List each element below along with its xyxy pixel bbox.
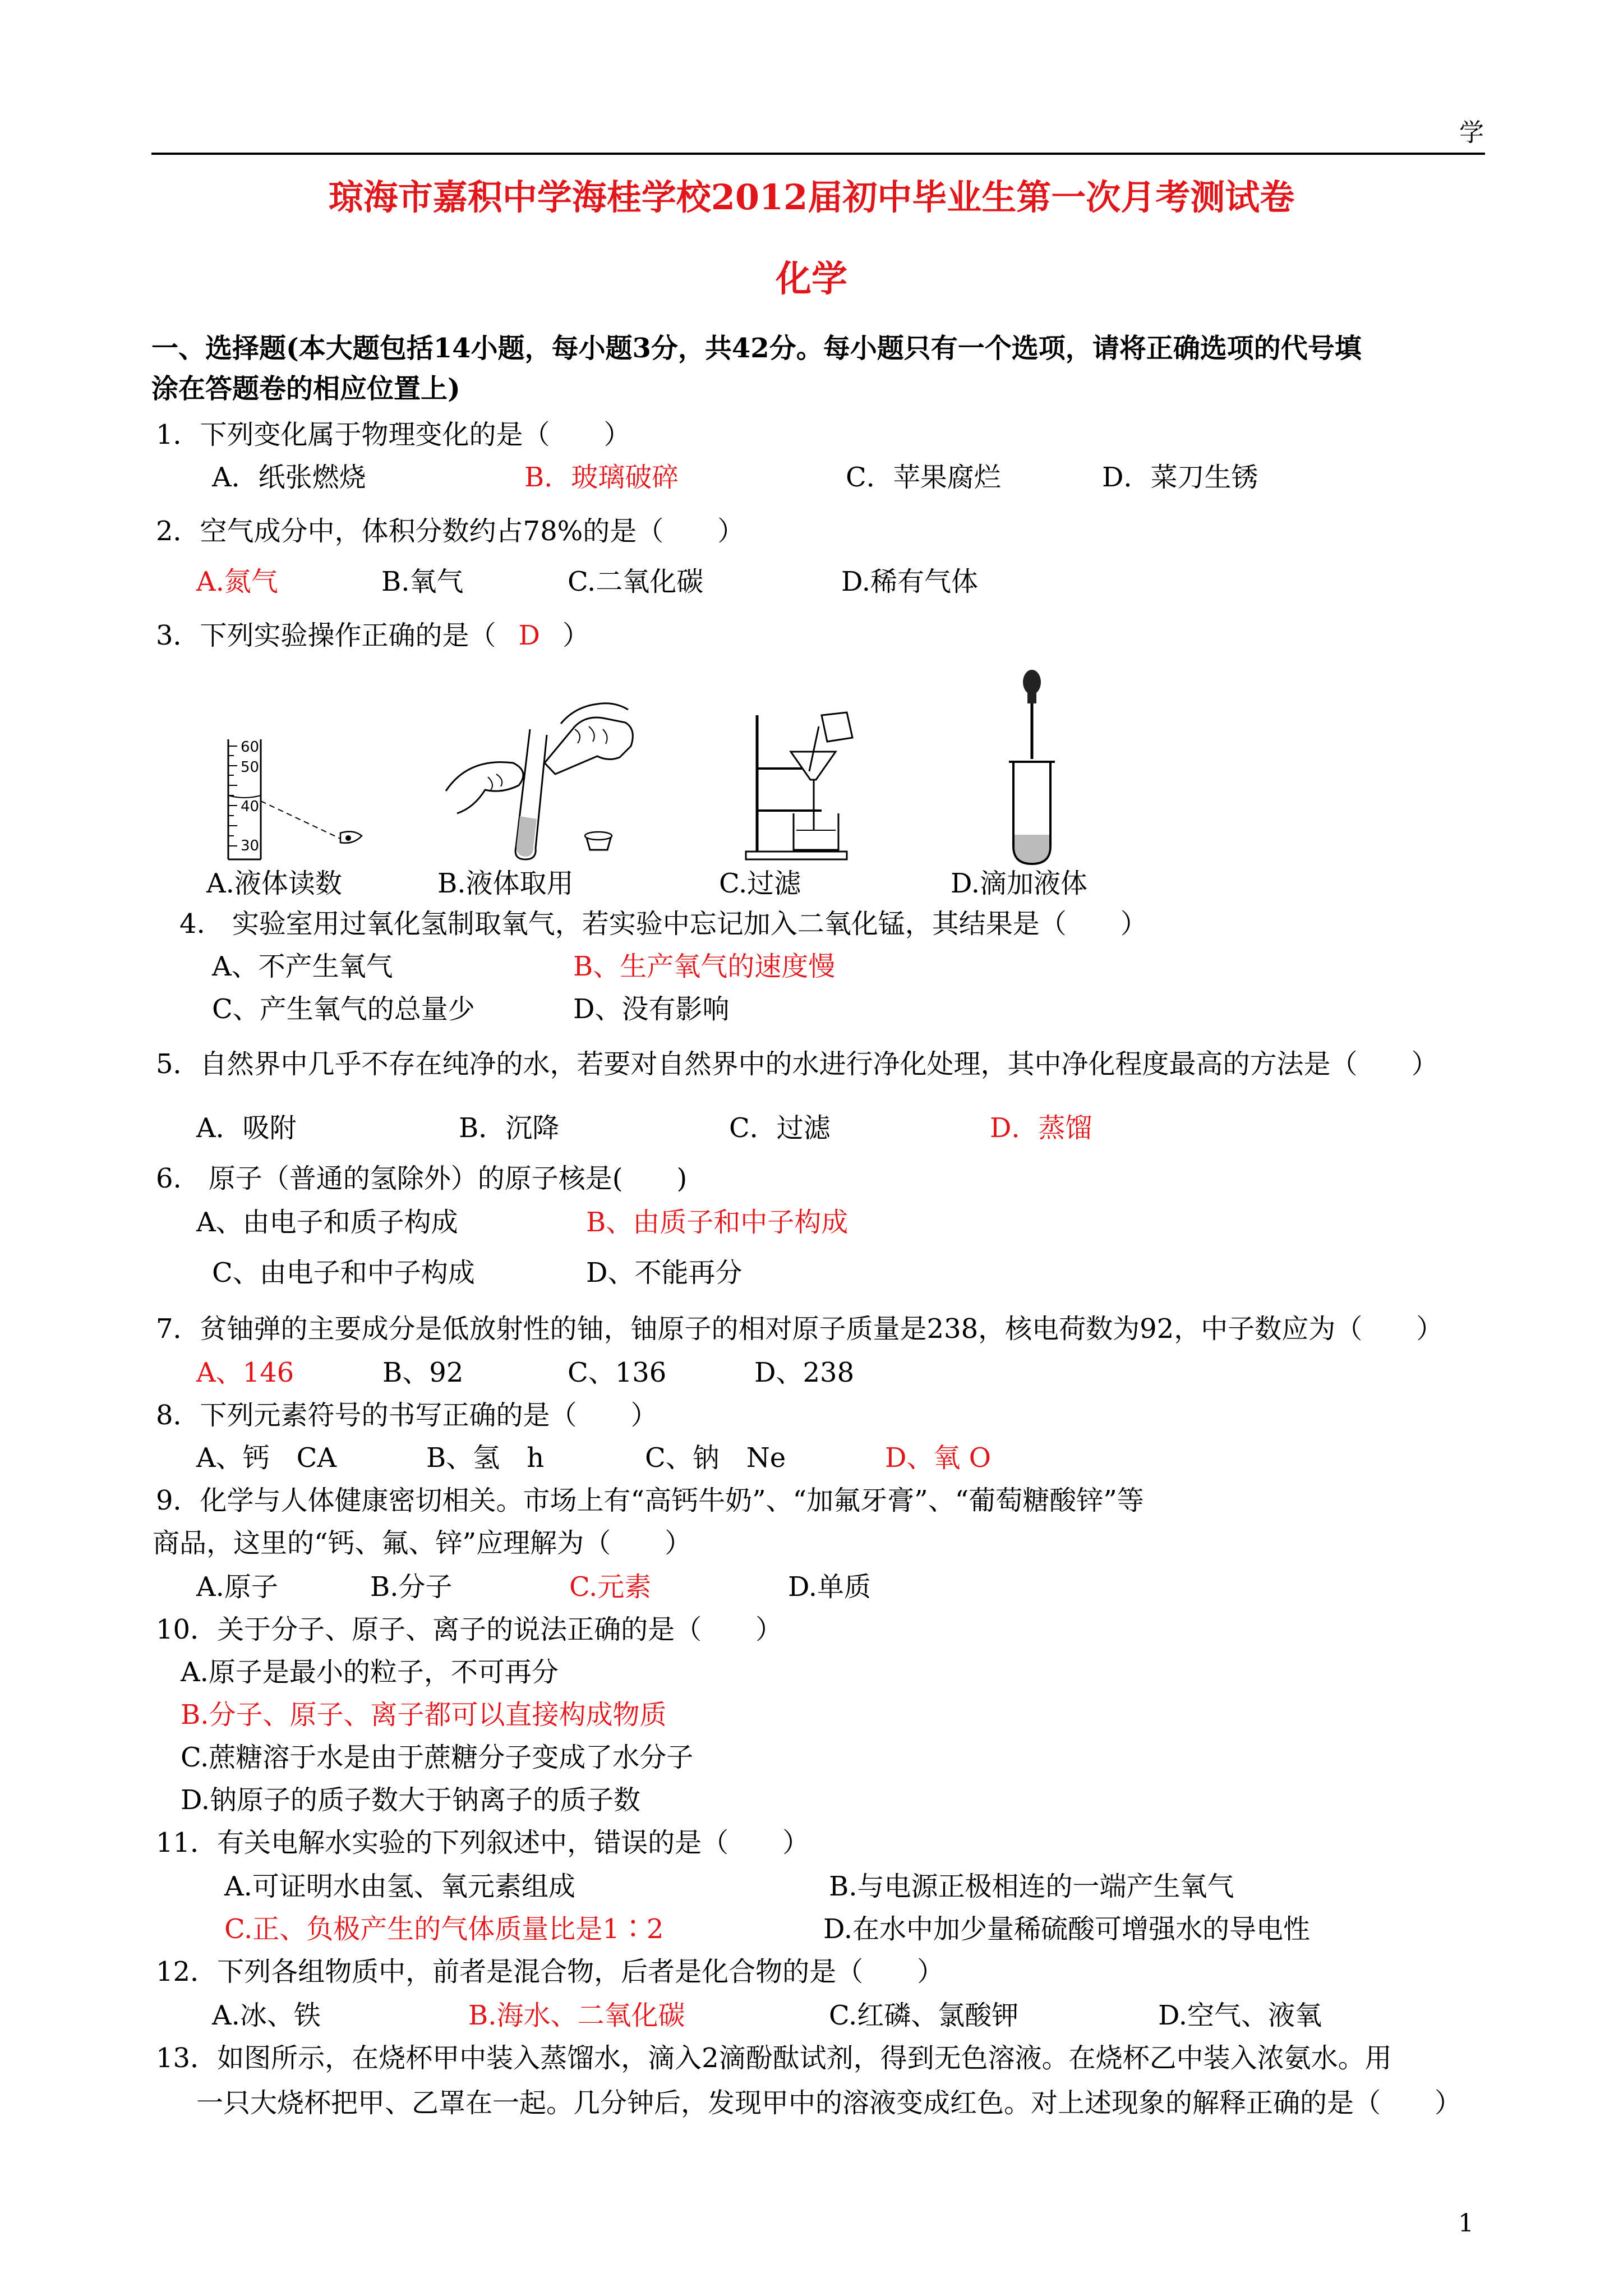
- q1-option-a: A．纸张燃烧: [212, 462, 366, 493]
- q9-option-a: A.原子: [196, 1571, 278, 1603]
- q10-option-c: C.蔗糖溶于水是由于蔗糖分子变成了水分子: [181, 1742, 694, 1773]
- q11-option-d: D.在水中加少量稀硫酸可增强水的导电性: [823, 1913, 1311, 1945]
- q5-option-b: B．沉降: [459, 1112, 560, 1144]
- figure-liquid-transfer: [435, 696, 642, 864]
- header-corner-text: 学: [1459, 118, 1484, 147]
- q7-stem: 7．贫铀弹的主要成分是低放射性的铀，铀原子的相对原子质量是238，核电荷数为92，中子数应为（ ）: [156, 1313, 1444, 1345]
- q8-option-d: D、氧 O: [885, 1442, 992, 1474]
- cylinder-tick-30: 30: [241, 838, 260, 854]
- q9-stem-line2: 商品，这里的“钙、氟、锌”应理解为（ ）: [153, 1527, 692, 1559]
- q8-option-c: C、钠 Ne: [645, 1442, 786, 1474]
- q2-option-d: D.稀有气体: [841, 566, 979, 597]
- figure-dropper: [1001, 666, 1063, 868]
- q4-option-a: A、不产生氧气: [212, 951, 393, 982]
- q1-option-c: C．苹果腐烂: [846, 462, 1001, 493]
- q12-stem: 12．下列各组物质中，前者是混合物，后者是化合物的是（ ）: [156, 1956, 944, 1987]
- q11-option-c: C.正、负极产生的气体质量比是1∶2: [224, 1913, 664, 1945]
- q6-option-c: C、由电子和中子构成: [212, 1257, 475, 1289]
- page-number: 1: [1458, 2209, 1474, 2238]
- q2-option-c: C.二氧化碳: [568, 566, 704, 597]
- q3-answer: D: [518, 620, 541, 651]
- q12-option-a: A.冰、铁: [212, 2000, 321, 2031]
- cylinder-tick-40: 40: [241, 798, 260, 815]
- q4-stem: 4. 实验室用过氧化氢制取氧气，若实验中忘记加入二氧化锰，其结果是（ ）: [179, 908, 1147, 940]
- q2-option-b: B.氧气: [381, 566, 464, 597]
- q12-option-c: C.红磷、氯酸钾: [829, 2000, 1019, 2031]
- page-title: 琼海市嘉积中学海桂学校2012届初中毕业生第一次月考测试卷: [328, 177, 1295, 218]
- q13-stem-line2: 一只大烧杯把甲、乙罩在一起。几分钟后，发现甲中的溶液变成红色。对上述现象的解释正确的是（ ）: [196, 2087, 1462, 2119]
- q8-stem: 8．下列元素符号的书写正确的是（ ）: [156, 1400, 658, 1431]
- q5-stem: 5．自然界中几乎不存在纯净的水，若要对自然界中的水进行净化处理，其中净化程度最高的方法是（ ）: [156, 1048, 1438, 1080]
- q5-option-a: A．吸附: [196, 1112, 297, 1144]
- q10-option-a: A.原子是最小的粒子，不可再分: [181, 1657, 559, 1688]
- q4-option-d: D、没有影响: [573, 993, 730, 1025]
- q7-option-d: D、238: [754, 1357, 855, 1388]
- q7-option-a: A、146: [196, 1357, 294, 1388]
- q5-option-c: C．过滤: [729, 1112, 831, 1144]
- q12-option-d: D.空气、液氧: [1158, 2000, 1322, 2031]
- header-rule: [151, 153, 1485, 155]
- cylinder-tick-50: 50: [241, 759, 260, 776]
- q2-option-a: A.氮气: [196, 566, 278, 597]
- q12-option-b: B.海水、二氧化碳: [468, 2000, 685, 2031]
- q6-option-b: B、由质子和中子构成: [586, 1207, 849, 1238]
- q3-label-b: B.液体取用: [437, 868, 574, 899]
- q13-stem-line1: 13．如图所示，在烧杯甲中装入蒸馏水，滴入2滴酚酞试剂，得到无色溶液。在烧杯乙中装入浓氨水。用: [156, 2042, 1392, 2074]
- q4-option-b: B、生产氧气的速度慢: [573, 951, 836, 982]
- q10-option-d: D.钠原子的质子数大于钠离子的质子数: [181, 1784, 641, 1816]
- q10-option-b: B.分子、原子、离子都可以直接构成物质: [181, 1699, 667, 1731]
- q1-option-b: B．玻璃破碎: [524, 462, 679, 493]
- q1-stem: 1．下列变化属于物理变化的是（ ）: [156, 419, 631, 450]
- section-heading-line1: 一、选择题(本大题包括14小题，每小题3分，共42分。每小题只有一个选项，请将正确选项的代号填: [151, 333, 1362, 364]
- q11-option-b: B.与电源正极相连的一端产生氧气: [829, 1871, 1234, 1902]
- subject-title: 化学: [776, 258, 847, 300]
- q9-option-d: D.单质: [788, 1571, 872, 1603]
- q3-label-d: D.滴加液体: [951, 868, 1088, 899]
- q8-option-a: A、钙 CA: [196, 1442, 337, 1474]
- q6-option-d: D、不能再分: [586, 1257, 743, 1289]
- q1-option-d: D．菜刀生锈: [1102, 462, 1258, 493]
- q3-label-a: A.液体读数: [206, 868, 342, 899]
- cylinder-tick-60: 60: [241, 739, 260, 756]
- q4-option-c: C、产生氧气的总量少: [212, 993, 475, 1025]
- q3-stem: [156, 619, 589, 652]
- q7-option-b: B、92: [382, 1357, 464, 1388]
- q8-option-b: B、氢 h: [426, 1442, 545, 1474]
- q11-stem: 11．有关电解水实验的下列叙述中，错误的是（ ）: [156, 1827, 810, 1858]
- q11-option-a: A.可证明水由氢、氧元素组成: [224, 1871, 575, 1902]
- q3-stem-close: ）: [562, 620, 590, 651]
- q2-stem: 2．空气成分中，体积分数约占78%的是（ ）: [156, 516, 745, 547]
- q3-stem-text: 3．下列实验操作正确的是（: [156, 620, 496, 651]
- q9-option-b: B.分子: [370, 1571, 453, 1603]
- q9-option-c: C.元素: [569, 1571, 652, 1603]
- q6-stem: 6. 原子（普通的氢除外）的原子核是( ): [156, 1163, 688, 1194]
- figure-filtration: [743, 701, 872, 864]
- q3-label-c: C.过滤: [719, 868, 801, 899]
- figure-cylinder-reading: [222, 735, 373, 864]
- section-heading-line2: 涂在答题卷的相应位置上): [151, 373, 460, 404]
- q6-option-a: A、由电子和质子构成: [196, 1207, 458, 1238]
- q7-option-c: C、136: [568, 1357, 667, 1388]
- q5-option-d: D．蒸馏: [990, 1112, 1092, 1144]
- q9-stem-line1: 9．化学与人体健康密切相关。市场上有“高钙牛奶”、“加氟牙膏”、“葡萄糖酸锌”等: [156, 1485, 1144, 1516]
- q10-stem: 10．关于分子、原子、离子的说法正确的是（ ）: [156, 1614, 783, 1645]
